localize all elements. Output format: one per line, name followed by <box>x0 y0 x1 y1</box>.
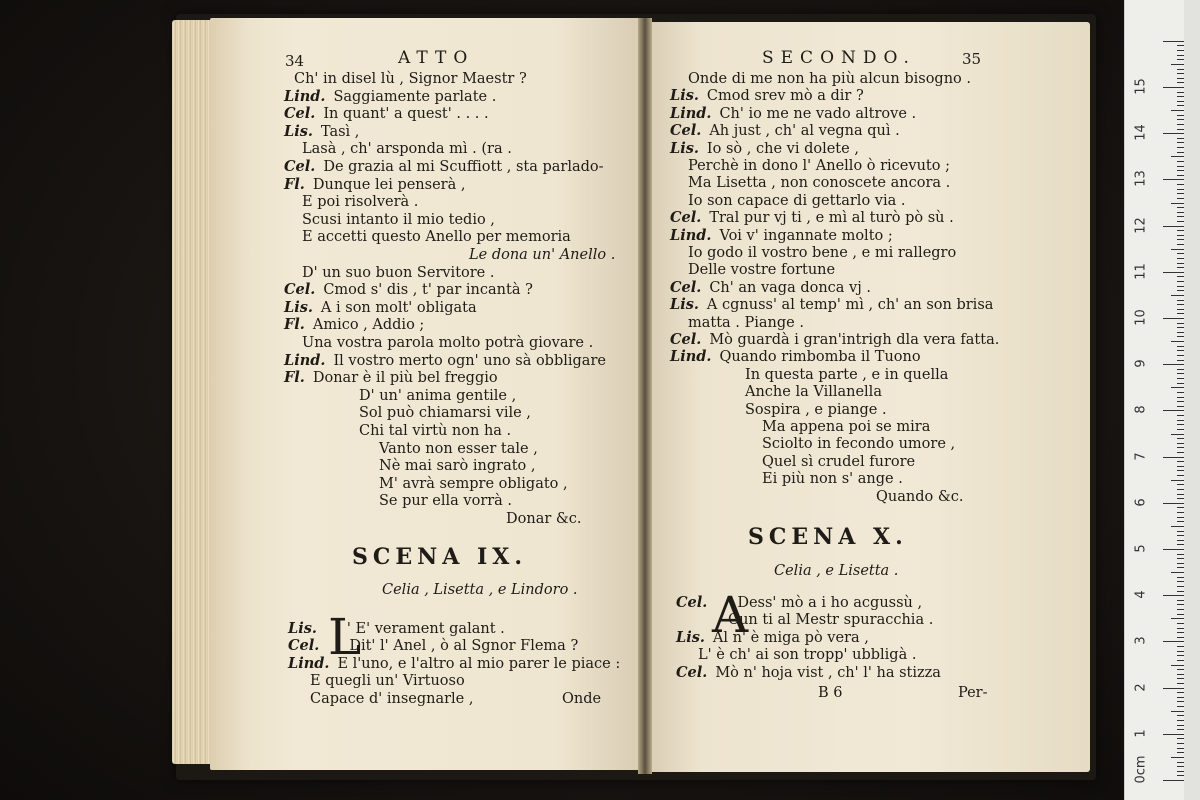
line-text: Sospira , e piange . <box>745 401 887 418</box>
text-line <box>688 192 905 210</box>
line-text: Delle vostre fortune <box>688 262 836 279</box>
text-line <box>670 209 954 227</box>
text-line <box>379 492 512 510</box>
text-line <box>302 334 593 352</box>
line-text: Ch' an vaga donca vj . <box>709 279 871 296</box>
line-text: Ma appena poi se mira <box>762 419 931 435</box>
ruler-label: 4 <box>1133 590 1149 599</box>
page-edges <box>172 20 214 764</box>
catchword-right: Per- <box>958 685 988 701</box>
text-line <box>670 140 859 158</box>
speaker-label: Cel. <box>670 278 702 296</box>
ruler-tick <box>1171 203 1185 204</box>
ruler-label: 1 <box>1133 729 1149 738</box>
line-text: Ch' in disel lù , Signor Maestr ? <box>294 71 527 87</box>
line-text: D' un suo buon Servitore . <box>302 264 495 281</box>
speaker-label: Cel. <box>676 663 708 681</box>
ruler-tick <box>1163 549 1185 550</box>
left-text-block <box>284 70 634 530</box>
line-text: L' è ch' ai son tropp' ubbligà . <box>698 647 917 664</box>
ruler-tick <box>1163 503 1185 504</box>
ruler-tick <box>1163 780 1185 781</box>
text-line <box>762 453 915 471</box>
speaker-label: Lind. <box>670 104 712 122</box>
ruler-label: 8 <box>1133 405 1149 415</box>
speaker-label: Cel. <box>670 122 702 140</box>
dropcap-left: L <box>328 608 362 666</box>
speaker-label: Lind. <box>288 654 330 672</box>
line-text: Vanto non esser tale , <box>379 440 538 457</box>
scene-characters-right: Celia , e Lisetta . <box>774 563 899 579</box>
line-text: Dunque lei penserà , <box>312 176 466 193</box>
text-line <box>670 87 864 105</box>
line-text: Donar &c. <box>506 511 582 527</box>
line-text: Quando rimbomba il Tuono <box>719 349 921 366</box>
ruler-label: 14 <box>1133 124 1149 141</box>
text-line <box>284 299 477 317</box>
ruler-label: 3 <box>1133 636 1149 646</box>
running-head-right: SECONDO. <box>762 48 916 68</box>
page-number-right: 35 <box>962 50 982 68</box>
text-line <box>670 279 871 297</box>
text-line <box>284 352 606 370</box>
text-line <box>284 281 533 299</box>
text-line <box>745 366 948 384</box>
text-line <box>469 246 615 264</box>
speaker-label: Cel. <box>284 281 316 299</box>
text-line <box>506 510 582 528</box>
line-text: Io godo il vostro bene , e mi rallegro <box>688 245 957 261</box>
line-text: Sciolto in fecondo umore , <box>762 436 956 453</box>
line-text: A cgnuss' al temp' mì , ch' an son brisa <box>706 297 994 314</box>
ruler-tick <box>1163 641 1185 642</box>
ruler-tick <box>1171 757 1185 758</box>
text-line <box>762 435 955 453</box>
dropcap-right: A <box>712 586 749 644</box>
text-line <box>762 418 930 436</box>
ruler-label: 2 <box>1133 682 1149 692</box>
ruler-label: 7 <box>1133 451 1149 461</box>
ruler-label: 11 <box>1133 263 1149 280</box>
line-text: Se pur ella vorrà . <box>379 493 513 510</box>
ruler-tick <box>1171 387 1185 388</box>
line-text: E quegli un' Virtuoso <box>310 673 465 690</box>
text-line <box>688 314 804 332</box>
line-text: Il vostro merto ogn' uno sà obbligare <box>333 352 606 369</box>
text-line <box>670 105 916 123</box>
text-line <box>359 422 511 440</box>
line-text: D' un' anima gentile , <box>359 387 517 404</box>
line-text: Mò guardà i gran'intrigh dla vera fatta. <box>709 332 1000 348</box>
line-text: Nè mai sarò ingrato , <box>379 458 536 475</box>
text-line <box>294 70 527 88</box>
text-line <box>284 176 465 194</box>
speaker-label: Lis. <box>676 628 705 646</box>
speaker-label: Cel. <box>670 331 702 348</box>
speaker-label: Lind. <box>284 351 326 369</box>
text-line <box>310 672 465 690</box>
scene-title-left: SCENA IX. <box>352 544 528 570</box>
speaker-label: Cel. <box>676 594 708 611</box>
ruler-tick <box>1163 133 1185 134</box>
text-line <box>288 655 620 673</box>
line-text: Ei più non s' ange . <box>762 471 903 488</box>
line-text: In quant' a quest' . . . . <box>323 106 489 123</box>
text-line <box>310 690 474 708</box>
speaker-label: Fl. <box>284 316 305 334</box>
text-line <box>288 620 505 638</box>
ruler-tick <box>1171 249 1185 250</box>
text-line <box>688 261 835 279</box>
line-text: Io sò , che vi dolete , <box>706 140 859 157</box>
text-line <box>670 348 921 366</box>
text-line <box>379 440 538 458</box>
text-line <box>284 88 496 106</box>
book-gutter <box>638 18 652 774</box>
text-line <box>379 457 535 475</box>
ruler-tick <box>1171 110 1185 111</box>
line-text: Saggiamente parlate . <box>333 88 497 105</box>
line-text: Dess' mò a i ho acgussù , <box>737 595 923 611</box>
line-text: Onde di me non ha più alcun bisogno . <box>688 71 971 87</box>
line-text: Ch' io me ne vado altrove . <box>719 105 917 122</box>
ruler-tick <box>1171 572 1185 573</box>
text-line <box>670 296 993 314</box>
right-text-block <box>670 70 1070 510</box>
line-text: Sol può chiamarsi vile , <box>359 405 531 422</box>
line-text: Voi v' ingannate molto ; <box>719 227 893 244</box>
line-text: Donar è il più bel freggio <box>312 370 498 387</box>
text-line <box>284 316 424 334</box>
speaker-label: Lis. <box>670 87 699 105</box>
right-scene-block <box>676 594 1066 694</box>
text-line <box>288 637 578 655</box>
line-text: Ma Lisetta , non conoscete ancora . <box>688 175 951 192</box>
text-line <box>698 646 916 664</box>
line-text: Tasì , <box>320 123 360 140</box>
ruler-tick <box>1163 87 1185 88</box>
scene-characters-left: Celia , Lisetta , e Lindoro . <box>382 582 578 598</box>
speaker-label: Lind. <box>284 87 326 105</box>
text-line <box>359 404 531 422</box>
line-text: Cmod srev mò a dir ? <box>706 88 864 105</box>
text-line <box>359 387 516 405</box>
line-text: E accetti questo Anello per memoria <box>302 229 571 246</box>
ruler-tick <box>1171 618 1185 619</box>
line-text: ' E' verament galant . <box>346 621 505 637</box>
line-text: Cun ti al Mestr spuracchia . <box>728 612 934 629</box>
scene-title-right: SCENA X. <box>748 524 908 550</box>
line-text: Lasà , ch' arsponda mì . (ra . <box>302 141 512 158</box>
speaker-label: Lis. <box>284 122 313 140</box>
line-text: Cmod s' dis , t' par incantà ? <box>323 282 533 299</box>
line-text: Mò n' hoja vist , ch' l' ha stizza <box>715 664 941 681</box>
text-line <box>284 369 498 387</box>
text-line <box>688 70 971 88</box>
ruler-label: 6 <box>1133 498 1149 507</box>
line-text: Quel sì crudel furore <box>762 453 916 470</box>
ruler-edge <box>1184 0 1200 800</box>
text-line <box>676 594 922 612</box>
speaker-label: Lis. <box>670 139 699 157</box>
catchword-left: Onde <box>562 691 602 707</box>
line-text: Tral pur vj ti , e mì al turò pò sù . <box>709 210 954 227</box>
text-line <box>284 123 359 141</box>
text-line <box>379 475 568 493</box>
speaker-label: Lind. <box>670 226 712 244</box>
ruler-tick <box>1163 734 1185 735</box>
ruler-tick <box>1171 64 1185 65</box>
line-text: E poi risolverà . <box>302 194 419 211</box>
speaker-label: Fl. <box>284 369 305 387</box>
ruler-tick <box>1163 595 1185 596</box>
ruler-label: 9 <box>1133 359 1149 368</box>
text-line <box>745 383 882 401</box>
ruler-tick <box>1171 711 1185 712</box>
text-line <box>676 629 869 647</box>
text-line <box>302 211 495 229</box>
running-head-left: ATTO <box>398 48 475 68</box>
text-line <box>876 488 963 506</box>
ruler-label: 15 <box>1133 78 1149 95</box>
signature-mark: B 6 <box>818 685 843 701</box>
ruler-tick <box>1171 156 1185 157</box>
line-text: Quando &c. <box>876 488 964 505</box>
ruler-tick <box>1163 226 1185 227</box>
line-text: In questa parte , e in quella <box>745 366 949 383</box>
text-line <box>670 227 893 245</box>
line-text: Ah just , ch' al vegna quì . <box>709 123 900 140</box>
text-line <box>688 174 950 192</box>
ruler-tick <box>1171 341 1185 342</box>
line-text: Amico , Addio ; <box>312 317 425 334</box>
text-line <box>688 244 956 262</box>
line-text: Capace d' insegnarle , <box>310 690 474 707</box>
text-line <box>284 158 604 176</box>
line-text: E l'uno, e l'altro al mio parer le piace : <box>337 655 621 672</box>
ruler-tick <box>1163 179 1185 180</box>
line-text: Chi tal virtù non ha . <box>359 423 512 439</box>
ruler-tick <box>1163 410 1185 411</box>
line-text: A i son molt' obligata <box>320 299 477 316</box>
line-text: De grazia al mi Scuffiott , sta parlado- <box>323 159 604 175</box>
ruler-tick <box>1163 272 1185 273</box>
page-stain <box>210 18 250 770</box>
speaker-label: Lis. <box>284 298 313 316</box>
ruler-tick <box>1171 434 1185 435</box>
text-line <box>302 193 418 211</box>
speaker-label: Lis. <box>288 620 317 637</box>
line-text: Dit' l' Anel , ò al Sgnor Flema ? <box>349 638 579 655</box>
text-line <box>745 401 887 419</box>
ruler-label: 0cm <box>1133 755 1149 784</box>
speaker-label: Cel. <box>670 209 702 227</box>
speaker-label: Cel. <box>288 637 320 655</box>
line-text: M' avrà sempre obligato , <box>379 475 568 492</box>
ruler-tick <box>1171 665 1185 666</box>
text-line <box>302 140 512 158</box>
text-line <box>284 105 489 123</box>
text-line <box>688 157 950 175</box>
text-line <box>670 331 999 349</box>
line-text: Scusi intanto il mio tedio , <box>302 211 495 228</box>
line-text: Perchè in dono l' Anello ò ricevuto ; <box>688 158 950 174</box>
speaker-label: Cel. <box>284 105 316 123</box>
speaker-label: Cel. <box>284 158 316 175</box>
speaker-label: Lind. <box>670 348 712 366</box>
text-line <box>670 122 900 140</box>
ruler-tick <box>1163 41 1185 42</box>
page-number-left: 34 <box>285 52 305 70</box>
text-line <box>728 611 933 629</box>
text-line <box>302 228 571 246</box>
ruler-tick <box>1171 526 1185 527</box>
speaker-label: Fl. <box>284 175 305 193</box>
text-line <box>762 470 903 488</box>
text-line <box>676 664 941 682</box>
ruler-label: 12 <box>1133 216 1149 234</box>
ruler-tick <box>1163 457 1185 458</box>
line-text: Le dona un' Anello . <box>469 247 616 263</box>
measurement-ruler <box>1124 0 1185 800</box>
ruler-tick <box>1163 688 1185 689</box>
line-text: Una vostra parola molto potrà giovare . <box>302 335 594 351</box>
text-line <box>302 264 495 282</box>
ruler-label: 10 <box>1133 309 1149 326</box>
speaker-label: Lis. <box>670 296 699 314</box>
line-text: Io son capace di gettarlo via . <box>688 192 906 209</box>
ruler-label: 5 <box>1133 544 1149 553</box>
ruler-label: 13 <box>1133 170 1149 188</box>
line-text: Al n' è miga pò vera , <box>712 629 869 646</box>
ruler-tick <box>1163 364 1185 365</box>
ruler-tick <box>1163 318 1185 319</box>
line-text: Anche la Villanella <box>745 384 882 401</box>
ruler-tick <box>1171 295 1185 296</box>
line-text: matta . Piange . <box>688 314 804 331</box>
ruler-tick <box>1171 480 1185 481</box>
